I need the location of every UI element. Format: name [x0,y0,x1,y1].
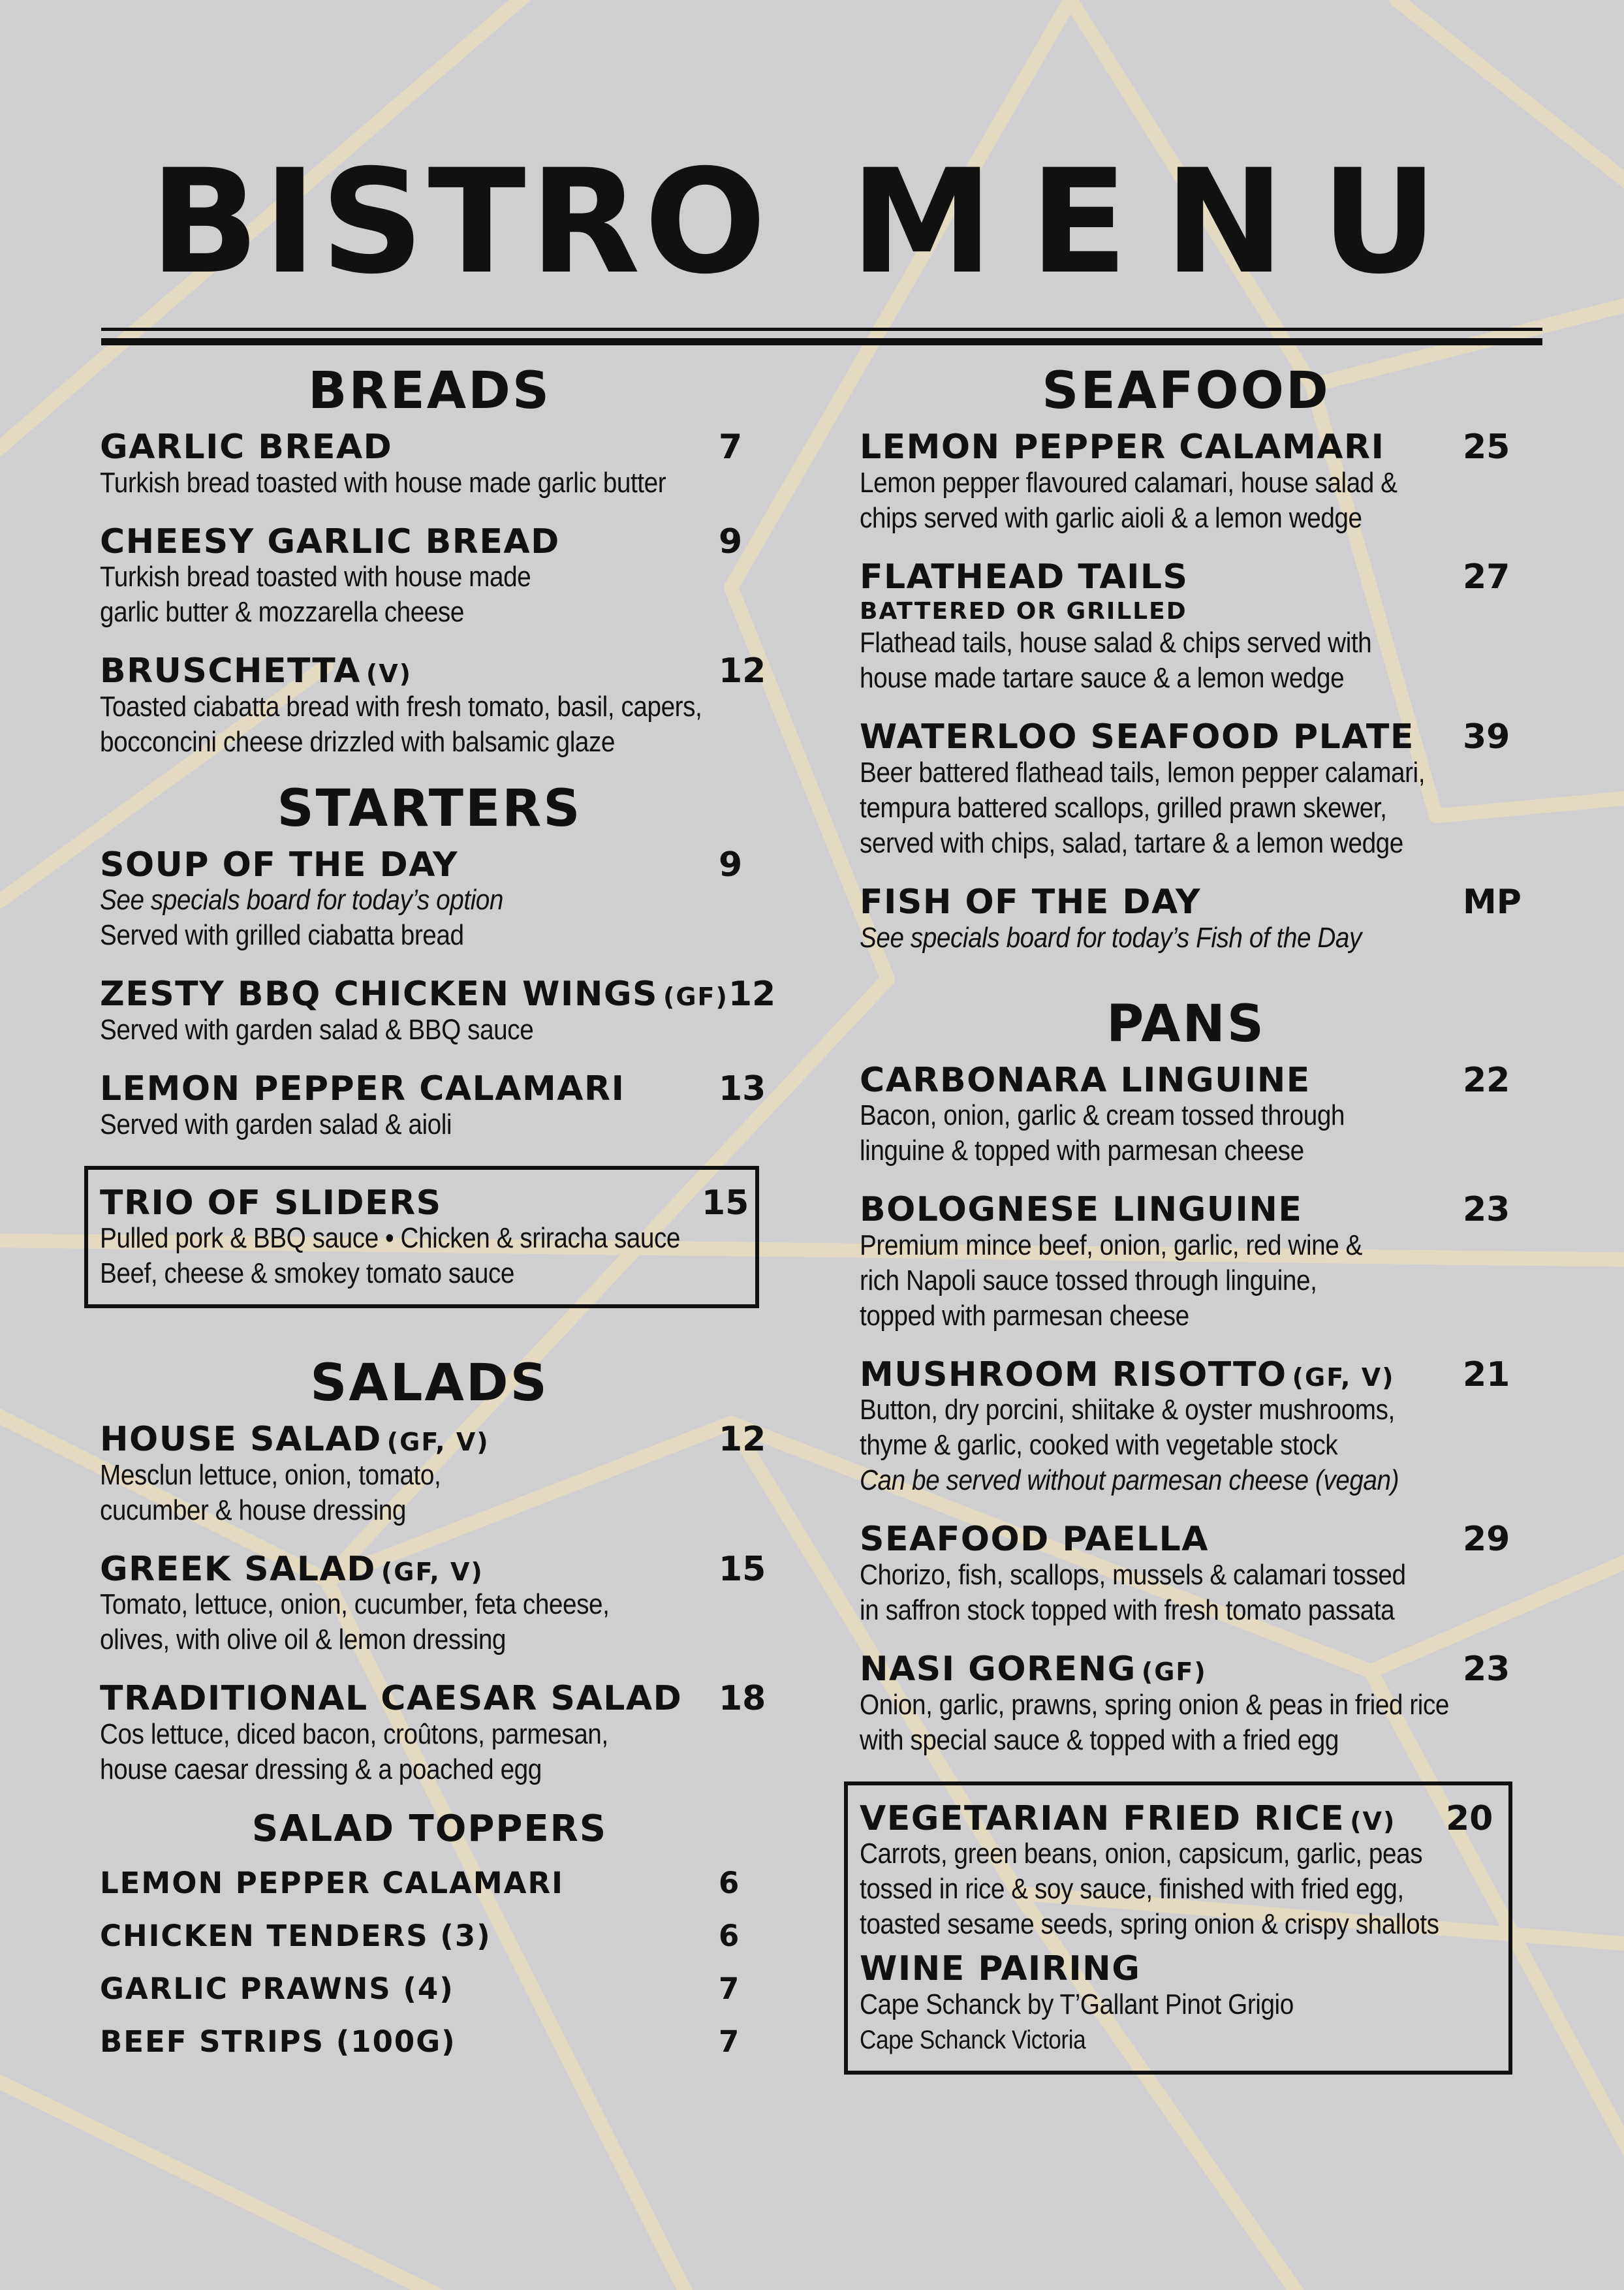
menu-item [100,430,759,501]
item-description: topped with parmesan cheese [860,1299,1189,1332]
item-name: BOLOGNESE LINGUINE [860,1190,1303,1230]
dietary-tag: (GF, V) [386,1428,490,1457]
item-name: MUSHROOM RISOTTO [860,1355,1287,1394]
menu-item [100,975,776,1048]
item-price: 23 [1463,1190,1510,1230]
topper-price: 7 [719,2024,740,2059]
dietary-tag: (V) [366,659,413,689]
item-description: Pulled pork & BBQ sauce • Chicken & sriracha sauce [100,1222,681,1255]
menu-item [100,1679,766,1787]
featured-item-box [84,1166,759,1309]
item-price: MP [1463,882,1522,922]
item-subtitle: BATTERED OR GRILLED [860,598,1187,625]
item-description: rich Napoli sauce tossed through linguine, [860,1264,1317,1296]
item-description: Onion, garlic, prawns, spring onion & peas in fried rice [860,1688,1449,1721]
item-price: 12 [719,651,766,691]
item-price: 22 [1463,1060,1510,1100]
topper-name: GARLIC PRAWNS (4) [100,1971,454,2006]
item-description: tempura battered scallops, grilled prawn skewer, [860,791,1387,824]
item-price: 18 [719,1679,766,1719]
menu-item [100,1549,766,1658]
right-column [860,362,1522,2098]
dietary-tag: (GF, V) [381,1557,484,1586]
item-price: 7 [719,428,743,467]
section-heading-pans: PANS [1106,994,1266,1054]
item-name: SOUP OF THE DAY [100,845,459,885]
item-price: 29 [1463,1520,1510,1560]
item-description: thyme & garlic, cooked with vegetable stock [860,1429,1338,1462]
item-description: with special sauce & topped with a fried egg [860,1723,1339,1756]
menu-item [100,1420,766,1528]
item-description: chips served with garlic aioli & a lemon wedge [860,501,1362,534]
menu-item [860,882,1522,956]
title-word-menu: MENU [850,138,1475,306]
menu-item [100,847,759,954]
topper-price: 6 [719,1865,740,1900]
title-word-bistro: BISTRO [149,138,770,306]
wine-pairing-heading: WINE PAIRING [860,1949,1141,1989]
item-note: See specials board for today’s Fish of the Day [860,921,1362,954]
title-rule-thin [101,328,1542,331]
topper-name: CHICKEN TENDERS (3) [100,1918,492,1953]
item-name: GARLIC BREAD [100,428,393,467]
menu-item [860,1060,1512,1169]
topper-item [100,1971,759,2006]
item-name: NASI GORENG [860,1649,1136,1689]
topper-price: 6 [719,1918,740,1953]
item-description: Served with garden salad & aioli [100,1108,452,1140]
item-name: ZESTY BBQ CHICKEN WINGS [100,975,658,1014]
section-heading-salad-toppers: SALAD TOPPERS [251,1807,608,1850]
item-name: CHEESY GARLIC BREAD [100,522,560,561]
item-price: 12 [719,1420,766,1460]
item-price: 39 [1463,717,1510,757]
item-price: 9 [719,845,743,885]
section-heading-starters: STARTERS [277,779,582,838]
item-description: olives, with olive oil & lemon dressing [100,1623,507,1656]
item-name: SEAFOOD PAELLA [860,1520,1210,1560]
item-description: Bacon, onion, garlic & cream tossed through [860,1099,1345,1132]
item-description: linguine & topped with parmesan cheese [860,1135,1304,1167]
item-name: HOUSE SALAD [100,1420,382,1460]
menu-item [100,651,766,760]
item-description: tossed in rice & soy sauce, finished with fried egg, [860,1873,1404,1906]
item-price: 25 [1463,428,1510,467]
topper-item [100,1866,759,1900]
item-description: Served with grilled ciabatta bread [100,919,464,952]
item-price: 12 [728,975,776,1014]
item-name: WATERLOO SEAFOOD PLATE [860,717,1414,757]
item-description: Turkish bread toasted with house made garlic butter [100,466,666,499]
menu-item [860,430,1512,536]
menu-item [860,559,1512,697]
item-name: LEMON PEPPER CALAMARI [860,428,1385,467]
item-description: Carrots, green beans, onion, capsicum, garlic, peas [860,1838,1423,1870]
featured-item-box [844,1781,1512,2075]
item-description: Chorizo, fish, scallops, mussels & calamari tossed [860,1558,1406,1591]
item-description: Mesclun lettuce, onion, tomato, [100,1458,441,1491]
left-column [100,362,776,2077]
title-rule-thick [101,338,1542,345]
item-description: Cos lettuce, diced bacon, croûtons, parmesan, [100,1717,608,1750]
section-heading-salads: SALADS [310,1354,549,1413]
item-description: house caesar dressing & a poached egg [100,1753,542,1785]
item-name: LEMON PEPPER CALAMARI [100,1069,625,1108]
dietary-tag: (V) [1350,1806,1396,1836]
section-heading-breads: BREADS [307,362,552,420]
item-price: 27 [1463,557,1510,597]
menu-item [100,524,759,631]
item-description: Button, dry porcini, shiitake & oyster mushrooms, [860,1394,1395,1426]
menu-item [860,1192,1512,1334]
item-description: house made tartare sauce & a lemon wedge [860,662,1345,695]
item-description: Beer battered flathead tails, lemon pepper calamari, [860,756,1426,789]
item-note: See specials board for today’s option [100,884,503,917]
item-description: cucumber & house dressing [100,1494,406,1526]
item-description: Beef, cheese & smokey tomato sauce [100,1257,515,1290]
item-description: garlic butter & mozzarella cheese [100,596,464,629]
topper-name: BEEF STRIPS (100G) [100,2024,456,2059]
item-description: served with chips, salad, tartare & a lemon wedge [860,826,1403,859]
item-description: toasted sesame seeds, spring onion & crispy shallots [860,1908,1439,1941]
item-price: 21 [1463,1355,1510,1394]
item-description: bocconcini cheese drizzled with balsamic glaze [100,725,615,758]
item-name: VEGETARIAN FRIED RICE [860,1798,1345,1838]
item-name: BRUSCHETTA [100,651,361,691]
menu-item [860,719,1512,861]
item-description: Turkish bread toasted with house made [100,561,531,593]
item-price: 15 [702,1183,749,1223]
menu-title [0,138,1624,306]
item-price: 13 [719,1069,766,1108]
item-price: 20 [1446,1798,1493,1838]
item-name: FLATHEAD TAILS [860,557,1189,597]
topper-item [100,1919,759,1953]
wine-name: Cape Schanck by T’Gallant Pinot Grigio [860,1988,1294,2020]
item-description: Tomato, lettuce, onion, cucumber, feta cheese, [100,1588,610,1621]
item-description: Premium mince beef, onion, garlic, red wine & [860,1229,1363,1261]
dietary-tag: (GF, V) [1292,1362,1395,1392]
topper-name: LEMON PEPPER CALAMARI [100,1865,564,1900]
item-note: Can be served without parmesan cheese (vegan) [860,1464,1399,1497]
item-description: Lemon pepper flavoured calamari, house salad & [860,466,1398,499]
menu-item [860,1649,1512,1758]
section-heading-seafood: SEAFOOD [1042,362,1330,420]
item-price: 9 [719,522,743,561]
item-description: in saffron stock topped with fresh tomato passata [860,1593,1395,1626]
item-description: Served with garden salad & BBQ sauce [100,1013,534,1046]
topper-item [100,2024,759,2059]
menu-item [860,1522,1512,1628]
dietary-tag: (GF) [1141,1657,1207,1686]
menu-item [100,1069,766,1142]
wine-region: Cape Schanck Victoria [860,2025,1086,2054]
item-name: FISH OF THE DAY [860,882,1201,922]
item-description: Toasted ciabatta bread with fresh tomato, basil, capers, [100,690,702,723]
item-name: TRADITIONAL CAESAR SALAD [100,1679,683,1719]
menu-item [860,1357,1512,1499]
item-name: TRIO OF SLIDERS [100,1183,442,1223]
dietary-tag: (GF) [663,982,728,1012]
topper-price: 7 [719,1971,740,2006]
item-name: GREEK SALAD [100,1549,376,1589]
item-price: 23 [1463,1649,1510,1689]
item-price: 15 [719,1549,766,1589]
item-name: CARBONARA LINGUINE [860,1060,1311,1100]
item-description: Flathead tails, house salad & chips served with [860,627,1372,659]
